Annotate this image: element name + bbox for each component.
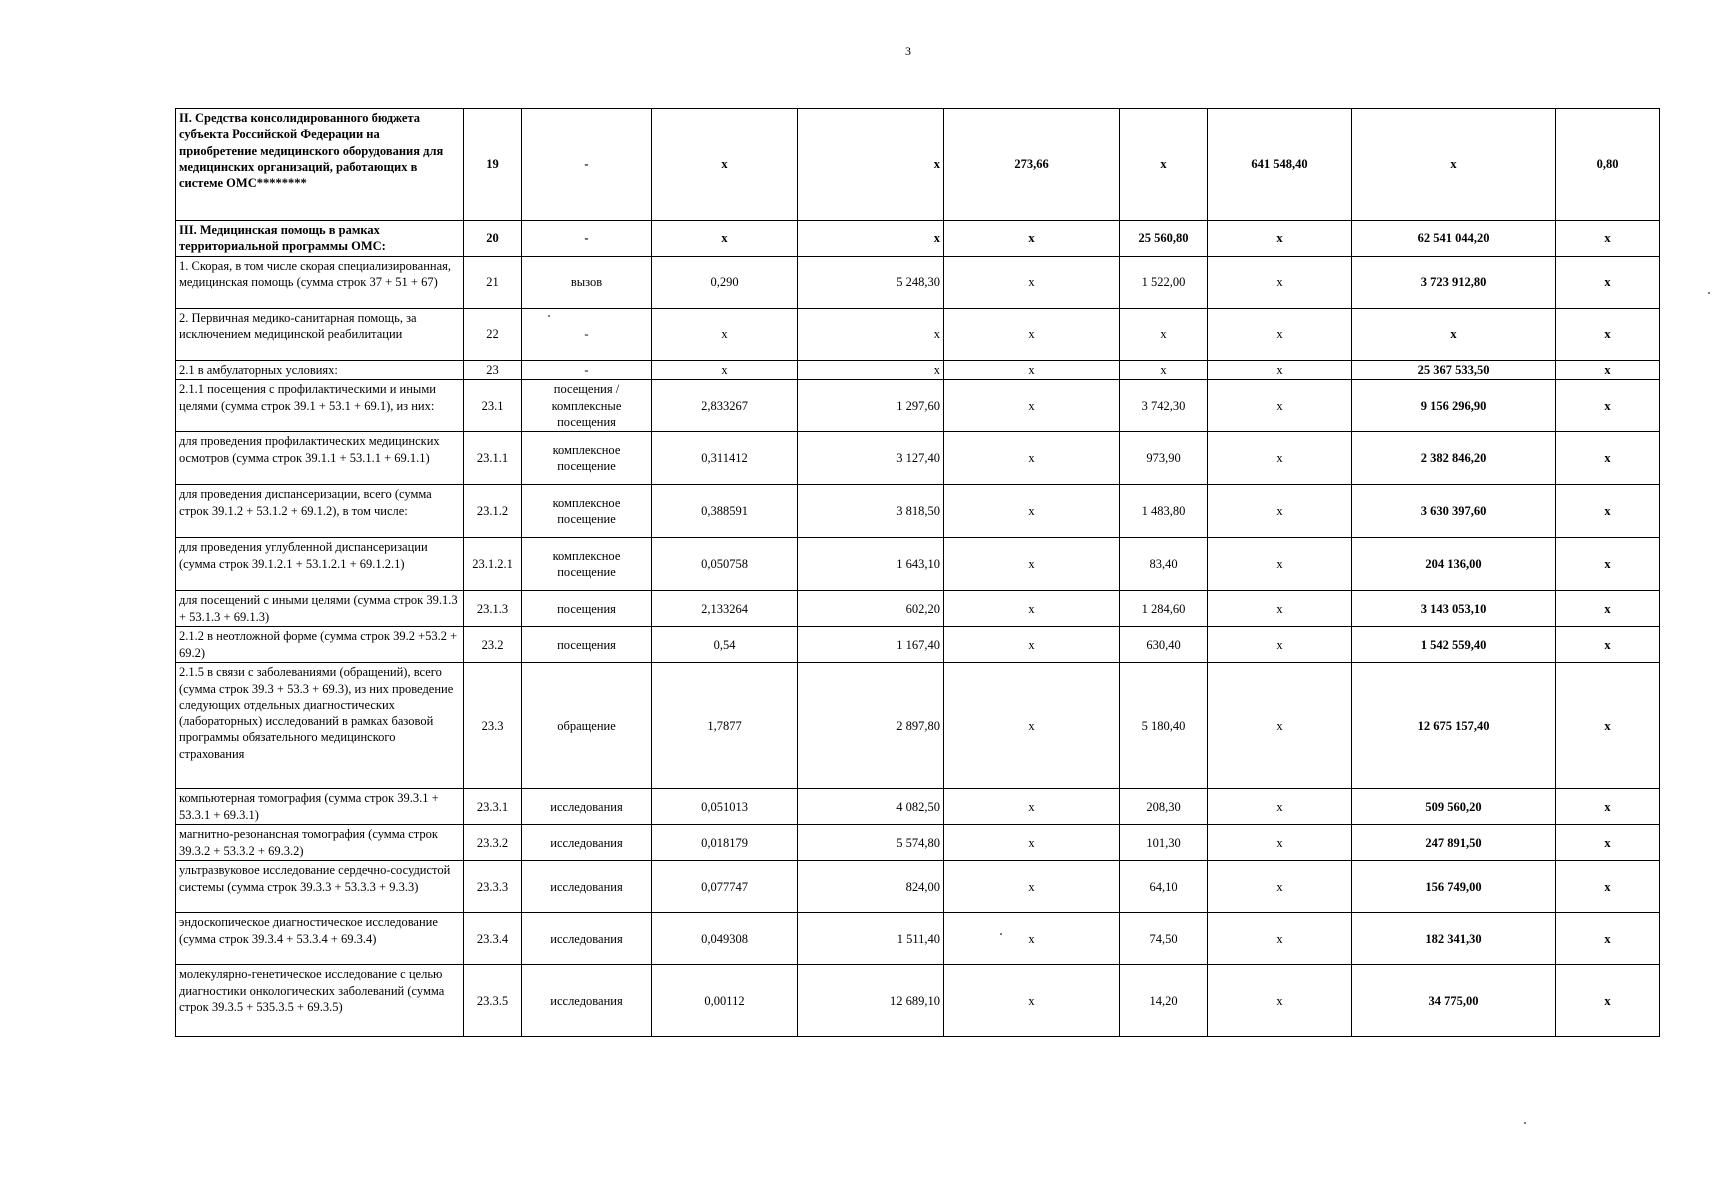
per-capita-oms-cell: 208,30 (1120, 789, 1208, 825)
scan-speck (1000, 933, 1002, 935)
unit-cell: исследования (522, 789, 652, 825)
cost-cell: 1 643,10 (798, 538, 944, 591)
table-row (176, 861, 1660, 913)
table-row (176, 361, 1660, 380)
row-name-cell: 2.1 в амбулаторных условиях: (176, 361, 464, 380)
volume-cell: 0,388591 (652, 485, 798, 538)
table-row (176, 309, 1660, 361)
oms-total-cell: 2 382 846,20 (1352, 432, 1556, 485)
oms-total-cell: 204 136,00 (1352, 538, 1556, 591)
table-row (176, 109, 1660, 221)
per-capita-oms-cell: 1 284,60 (1120, 591, 1208, 627)
unit-cell: - (522, 361, 652, 380)
row-name-cell: III. Медицинская помощь в рамках территориальной программы ОМС: (176, 221, 464, 257)
unit-cell: исследования (522, 913, 652, 965)
per-capita-budget-cell: х (944, 380, 1120, 432)
row-name-cell: 2.1.2 в неотложной форме (сумма строк 39.2 +53.2 + 69.2) (176, 627, 464, 663)
unit-cell: вызов (522, 257, 652, 309)
cost-cell: 602,20 (798, 591, 944, 627)
table-row (176, 825, 1660, 861)
budget-total-cell: х (1208, 361, 1352, 380)
per-capita-budget-cell: х (944, 861, 1120, 913)
percent-cell: х (1556, 861, 1660, 913)
cost-cell: 824,00 (798, 861, 944, 913)
line-number-cell: 19 (464, 109, 522, 221)
oms-total-cell: х (1352, 109, 1556, 221)
budget-total-cell: х (1208, 380, 1352, 432)
per-capita-oms-cell: х (1120, 361, 1208, 380)
line-number-cell: 23.1.2 (464, 485, 522, 538)
row-name-cell: 2.1.1 посещения с профилактическими и иными целями (сумма строк 39.1 + 53.1 + 69.1), из них: (176, 380, 464, 432)
row-name-cell: эндоскопическое диагностическое исследование (сумма строк 39.3.4 + 53.3.4 + 69.3.4) (176, 913, 464, 965)
per-capita-budget-cell: х (944, 309, 1120, 361)
per-capita-budget-cell: х (944, 591, 1120, 627)
per-capita-budget-cell: х (944, 789, 1120, 825)
percent-cell: х (1556, 309, 1660, 361)
cost-cell: 5 574,80 (798, 825, 944, 861)
cost-cell: 1 167,40 (798, 627, 944, 663)
volume-cell: 0,051013 (652, 789, 798, 825)
percent-cell: х (1556, 965, 1660, 1037)
cost-cell: 5 248,30 (798, 257, 944, 309)
line-number-cell: 23.3.5 (464, 965, 522, 1037)
line-number-cell: 23.3.3 (464, 861, 522, 913)
unit-cell: комплексное посещение (522, 538, 652, 591)
budget-total-cell: х (1208, 789, 1352, 825)
per-capita-oms-cell: 14,20 (1120, 965, 1208, 1037)
per-capita-oms-cell: 83,40 (1120, 538, 1208, 591)
per-capita-budget-cell: х (944, 825, 1120, 861)
cost-cell: х (798, 109, 944, 221)
table-row (176, 380, 1660, 432)
per-capita-budget-cell: х (944, 432, 1120, 485)
volume-cell: 0,311412 (652, 432, 798, 485)
table-row (176, 627, 1660, 663)
per-capita-oms-cell: 973,90 (1120, 432, 1208, 485)
percent-cell: х (1556, 591, 1660, 627)
per-capita-budget-cell: х (944, 663, 1120, 789)
volume-cell: 0,54 (652, 627, 798, 663)
table-body (176, 109, 1660, 1037)
per-capita-budget-cell: 273,66 (944, 109, 1120, 221)
table-row (176, 913, 1660, 965)
percent-cell: х (1556, 789, 1660, 825)
table-row (176, 485, 1660, 538)
percent-cell: х (1556, 663, 1660, 789)
oms-total-cell: 509 560,20 (1352, 789, 1556, 825)
cost-cell: х (798, 361, 944, 380)
row-name-cell: компьютерная томография (сумма строк 39.3.1 + 53.3.1 + 69.3.1) (176, 789, 464, 825)
oms-total-cell: 3 723 912,80 (1352, 257, 1556, 309)
volume-cell: 0,290 (652, 257, 798, 309)
per-capita-budget-cell: х (944, 485, 1120, 538)
volume-cell: 0,018179 (652, 825, 798, 861)
cost-cell: 3 818,50 (798, 485, 944, 538)
line-number-cell: 23.3.1 (464, 789, 522, 825)
volume-cell: 0,077747 (652, 861, 798, 913)
cost-cell: 1 297,60 (798, 380, 944, 432)
volume-cell: х (652, 309, 798, 361)
oms-total-cell: 34 775,00 (1352, 965, 1556, 1037)
percent-cell: х (1556, 432, 1660, 485)
budget-total-cell: х (1208, 825, 1352, 861)
oms-total-cell: 3 143 053,10 (1352, 591, 1556, 627)
unit-cell: посещения (522, 627, 652, 663)
per-capita-oms-cell: 1 522,00 (1120, 257, 1208, 309)
program-table (175, 108, 1660, 1037)
percent-cell: х (1556, 913, 1660, 965)
page-number: 3 (905, 44, 911, 58)
oms-total-cell: 182 341,30 (1352, 913, 1556, 965)
budget-total-cell: х (1208, 663, 1352, 789)
per-capita-oms-cell: х (1120, 309, 1208, 361)
per-capita-oms-cell: 25 560,80 (1120, 221, 1208, 257)
table-row (176, 663, 1660, 789)
volume-cell: 2,133264 (652, 591, 798, 627)
line-number-cell: 20 (464, 221, 522, 257)
volume-cell: х (652, 221, 798, 257)
line-number-cell: 23.2 (464, 627, 522, 663)
cost-cell: х (798, 221, 944, 257)
oms-total-cell: 156 749,00 (1352, 861, 1556, 913)
percent-cell: х (1556, 380, 1660, 432)
cost-cell: 12 689,10 (798, 965, 944, 1037)
oms-total-cell: 25 367 533,50 (1352, 361, 1556, 380)
volume-cell: х (652, 361, 798, 380)
row-name-cell: для посещений с иными целями (сумма строк 39.1.3 + 53.1.3 + 69.1.3) (176, 591, 464, 627)
scan-speck (1708, 292, 1710, 294)
per-capita-oms-cell: 3 742,30 (1120, 380, 1208, 432)
percent-cell: 0,80 (1556, 109, 1660, 221)
cost-cell: 1 511,40 (798, 913, 944, 965)
budget-total-cell: х (1208, 485, 1352, 538)
line-number-cell: 23.1.2.1 (464, 538, 522, 591)
line-number-cell: 23.3.2 (464, 825, 522, 861)
row-name-cell: 2. Первичная медико-санитарная помощь, за исключением медицинской реабилитации (176, 309, 464, 361)
cost-cell: х (798, 309, 944, 361)
budget-total-cell: 641 548,40 (1208, 109, 1352, 221)
budget-total-cell: х (1208, 257, 1352, 309)
per-capita-oms-cell: 630,40 (1120, 627, 1208, 663)
oms-total-cell: 1 542 559,40 (1352, 627, 1556, 663)
per-capita-oms-cell: 64,10 (1120, 861, 1208, 913)
table-row (176, 591, 1660, 627)
percent-cell: х (1556, 221, 1660, 257)
unit-cell: посещения (522, 591, 652, 627)
oms-total-cell: 62 541 044,20 (1352, 221, 1556, 257)
per-capita-oms-cell: 5 180,40 (1120, 663, 1208, 789)
volume-cell: 0,050758 (652, 538, 798, 591)
row-name-cell: ультразвуковое исследование сердечно-сосудистой системы (сумма строк 39.3.3 + 53.3.3 + 9.3.3) (176, 861, 464, 913)
table-row (176, 221, 1660, 257)
percent-cell: х (1556, 485, 1660, 538)
percent-cell: х (1556, 361, 1660, 380)
percent-cell: х (1556, 825, 1660, 861)
unit-cell: исследования (522, 861, 652, 913)
line-number-cell: 23 (464, 361, 522, 380)
oms-total-cell: 247 891,50 (1352, 825, 1556, 861)
table-row (176, 538, 1660, 591)
unit-cell: - (522, 309, 652, 361)
unit-cell: - (522, 221, 652, 257)
unit-cell: - (522, 109, 652, 221)
budget-total-cell: х (1208, 432, 1352, 485)
unit-cell: обращение (522, 663, 652, 789)
table-row (176, 965, 1660, 1037)
per-capita-oms-cell: 74,50 (1120, 913, 1208, 965)
percent-cell: х (1556, 627, 1660, 663)
budget-total-cell: х (1208, 309, 1352, 361)
table-row (176, 789, 1660, 825)
per-capita-budget-cell: х (944, 627, 1120, 663)
per-capita-budget-cell: х (944, 965, 1120, 1037)
per-capita-budget-cell: х (944, 538, 1120, 591)
volume-cell: х (652, 109, 798, 221)
budget-total-cell: х (1208, 591, 1352, 627)
cost-cell: 2 897,80 (798, 663, 944, 789)
line-number-cell: 21 (464, 257, 522, 309)
per-capita-oms-cell: х (1120, 109, 1208, 221)
per-capita-oms-cell: 101,30 (1120, 825, 1208, 861)
unit-cell: комплексное посещение (522, 432, 652, 485)
per-capita-budget-cell: х (944, 361, 1120, 380)
budget-total-cell: х (1208, 627, 1352, 663)
unit-cell: исследования (522, 965, 652, 1037)
line-number-cell: 23.1.3 (464, 591, 522, 627)
oms-total-cell: 3 630 397,60 (1352, 485, 1556, 538)
percent-cell: х (1556, 257, 1660, 309)
row-name-cell: II. Средства консолидированного бюджета субъекта Российской Федерации на приобретение медицинского оборудования для медицинских организаций, работающих в системе ОМС******** (176, 109, 464, 221)
row-name-cell: магнитно-резонансная томография (сумма строк 39.3.2 + 53.3.2 + 69.3.2) (176, 825, 464, 861)
per-capita-oms-cell: 1 483,80 (1120, 485, 1208, 538)
cost-cell: 3 127,40 (798, 432, 944, 485)
volume-cell: 2,833267 (652, 380, 798, 432)
unit-cell: посещения / комплексные посещения (522, 380, 652, 432)
budget-total-cell: х (1208, 861, 1352, 913)
table-row (176, 257, 1660, 309)
row-name-cell: молекулярно-генетическое исследование с целью диагностики онкологических заболеваний (сумма строк 39.3.5 + 535.3.5 + 69.3.5) (176, 965, 464, 1037)
budget-total-cell: х (1208, 913, 1352, 965)
line-number-cell: 22 (464, 309, 522, 361)
row-name-cell: для проведения углубленной диспансеризации (сумма строк 39.1.2.1 + 53.1.2.1 + 69.1.2.1) (176, 538, 464, 591)
unit-cell: исследования (522, 825, 652, 861)
row-name-cell: 1. Скорая, в том числе скорая специализированная, медицинская помощь (сумма строк 37 + 51 + 67) (176, 257, 464, 309)
line-number-cell: 23.1.1 (464, 432, 522, 485)
cost-cell: 4 082,50 (798, 789, 944, 825)
line-number-cell: 23.1 (464, 380, 522, 432)
budget-total-cell: х (1208, 965, 1352, 1037)
percent-cell: х (1556, 538, 1660, 591)
scan-speck (548, 315, 550, 317)
volume-cell: 0,00112 (652, 965, 798, 1037)
volume-cell: 1,7877 (652, 663, 798, 789)
oms-total-cell: 12 675 157,40 (1352, 663, 1556, 789)
row-name-cell: для проведения профилактических медицинских осмотров (сумма строк 39.1.1 + 53.1.1 + 69.1.1) (176, 432, 464, 485)
volume-cell: 0,049308 (652, 913, 798, 965)
row-name-cell: 2.1.5 в связи с заболеваниями (обращений), всего (сумма строк 39.3 + 53.3 + 69.3), из них проведение следующих отдельных диагностических (лабораторных) исследований в рамках базовой программы обязательного медицинского страхования (176, 663, 464, 789)
per-capita-budget-cell: х (944, 221, 1120, 257)
per-capita-budget-cell: х (944, 913, 1120, 965)
line-number-cell: 23.3.4 (464, 913, 522, 965)
budget-total-cell: х (1208, 538, 1352, 591)
row-name-cell: для проведения диспансеризации, всего (сумма строк 39.1.2 + 53.1.2 + 69.1.2), в том числе: (176, 485, 464, 538)
scan-speck (1524, 1122, 1526, 1124)
oms-total-cell: 9 156 296,90 (1352, 380, 1556, 432)
line-number-cell: 23.3 (464, 663, 522, 789)
budget-total-cell: х (1208, 221, 1352, 257)
oms-total-cell: х (1352, 309, 1556, 361)
per-capita-budget-cell: х (944, 257, 1120, 309)
unit-cell: комплексное посещение (522, 485, 652, 538)
table-row (176, 432, 1660, 485)
